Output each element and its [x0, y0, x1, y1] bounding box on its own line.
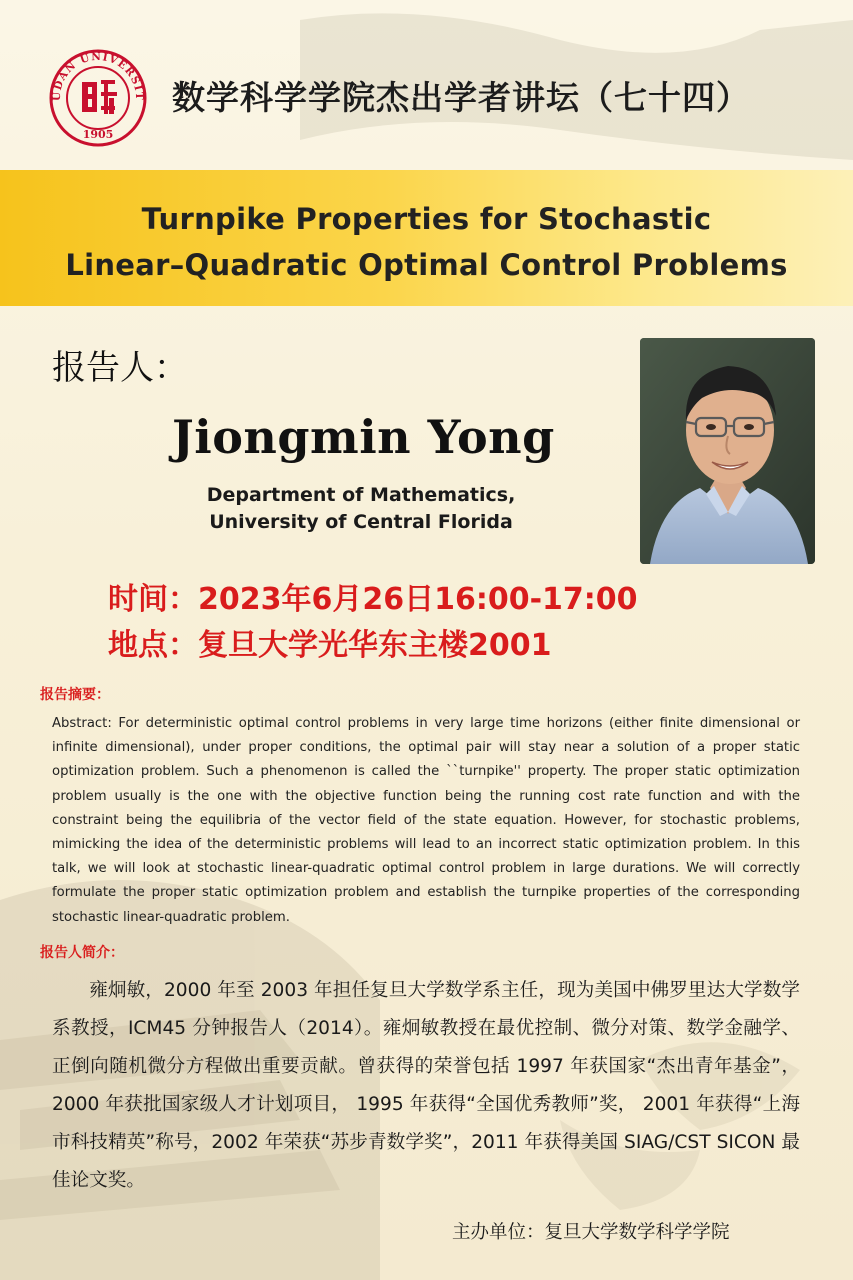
affiliation-line-2: University of Central Florida: [209, 511, 513, 533]
time-label: 时间：: [108, 582, 198, 617]
speaker-name: Jiongmin Yong: [172, 410, 555, 464]
svg-text:1905: 1905: [82, 128, 114, 141]
place-label: 地点：: [108, 628, 198, 663]
affiliation-line-1: Department of Mathematics,: [206, 484, 516, 506]
lecture-series-title: 数学科学学院杰出学者讲坛（七十四）: [172, 78, 750, 117]
talk-title-line-1: Turnpike Properties for Stochastic: [141, 202, 712, 236]
abstract-text: Abstract: For deterministic optimal control problems in very large time horizons (either finite dimensional or infinite dimensional), under proper conditions, the optimal pair will stay near a solution of a proper static optimization problem. Such a phenomenon is called the ``turnpike'' property. The proper static optimization problem usually is the one with the objective function being the running cost rate function and with the constraint being the equilibria of the vector field of the state equation. However, for stochastic problems, mimicking the idea of the deterministic problems will lead to an incorrect static optimization problem. In this talk, we will look at stochastic linear-quadratic optimal control problem in large durations. We will correctly formulate the proper static optimization problem and establish the turnpike properties of the corresponding stochastic linear-quadratic problem.: [52, 716, 800, 925]
time-value: 2023年6月26日16:00-17:00: [198, 582, 638, 617]
place-value: 复旦大学光华东主楼2001: [198, 628, 552, 663]
bio-text: 雍炯敏，2000 年至 2003 年担任复旦大学数学系主任，现为美国中佛罗里达大学数学系教授，ICM45 分钟报告人（2014）。雍炯敏教授在最优控制、微分对策、数学金融学、正倒向随机微分方程做出重要贡献。曾获得的荣誉包括 1997 年获国家“杰出青年基金”，2000 年获批国家级人才计划项目， 1995 年获得“全国优秀教师”奖， 2001 年获得“上海市科技精英”称号，2002 年荣获“苏步青数学奖”，2011 年获得美国 SIAG/CST SICON 最佳论文奖。: [52, 980, 800, 1191]
organizer: 主办单位：复旦大学数学科学学院: [452, 1222, 730, 1243]
talk-title: [0, 196, 853, 288]
speaker-photo: [640, 338, 815, 564]
event-location: [108, 620, 552, 664]
fudan-university-seal-logo: [48, 48, 148, 148]
talk-title-line-2: Linear–Quadratic Optimal Control Problems: [65, 248, 788, 282]
bio-heading: 报告人简介：: [40, 945, 124, 961]
svg-text:FUDAN UNIVERSITY: UDAN UNIVERSIT: [50, 50, 146, 102]
speaker-affiliation: [176, 482, 546, 536]
abstract-heading: 报告摘要：: [40, 687, 110, 703]
event-time: [108, 574, 638, 618]
speaker-label: 报告人：: [52, 348, 188, 388]
